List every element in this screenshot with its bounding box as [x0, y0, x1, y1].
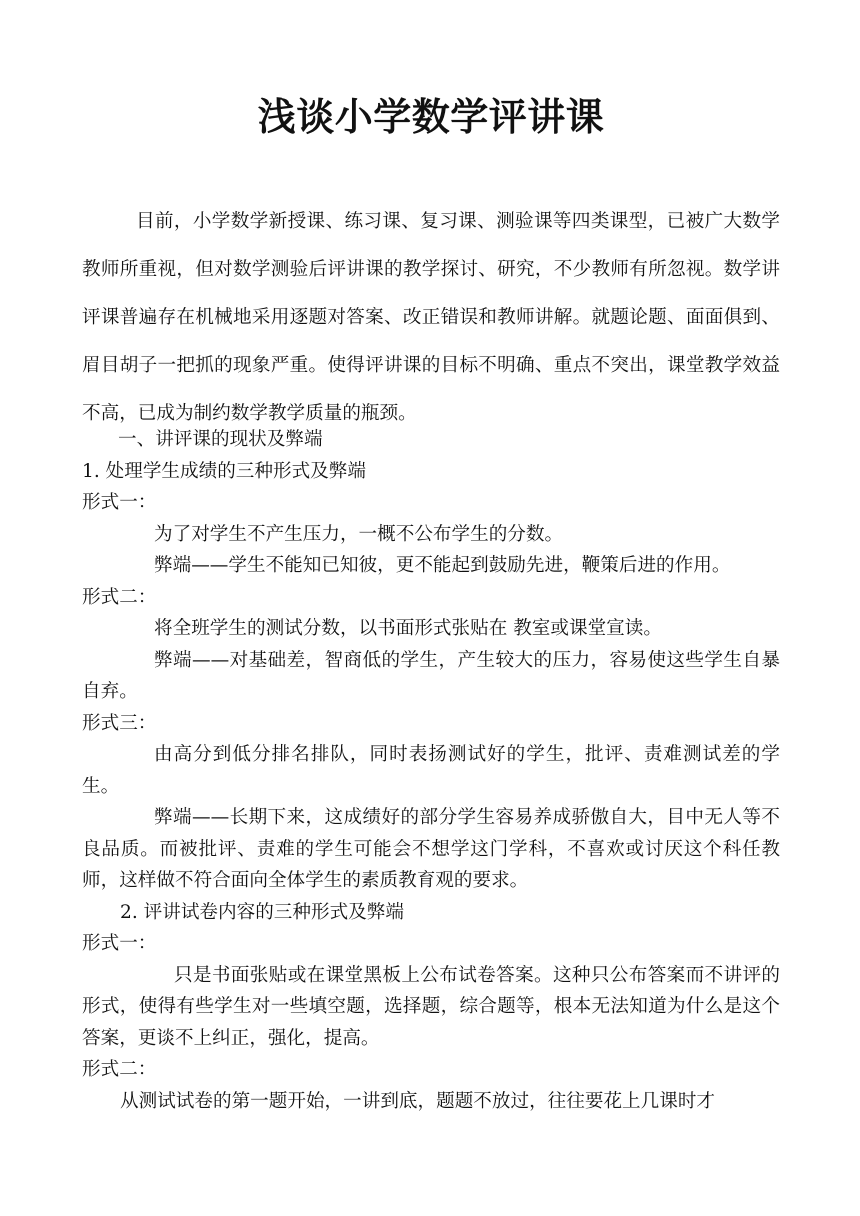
form-description: 将全班学生的测试分数，以书面形式张贴在 教室或课堂宣读。: [154, 618, 662, 639]
document-title: 浅谈小学数学评讲课: [257, 95, 605, 139]
form-description: 为了对学生不产生压力，一概不公布学生的分数。: [154, 523, 564, 545]
form-description: 由高分到低分排名排队，同时表扬测试好的学生，批评、责难测试差的学生。: [82, 744, 780, 797]
form-label: 形式三：: [82, 712, 157, 734]
form-label: 形式一：: [82, 492, 157, 513]
document-body: [82, 424, 780, 1117]
form-drawback: 弊端——长期下来，这成绩好的部分学生容易养成骄傲自大，目中无人等不良品质。而被批评、责难的学生可能会不想学这门学科，不喜欢或讨厌这个科任教师，这样做不符合面向全体学生的素质教育观的要求。: [82, 807, 780, 891]
section-heading-1: 一、讲评课的现状及弊端: [118, 429, 323, 450]
form-description: 从测试试卷的第一题开始，一讲到底，题题不放过，往往要花上几课时才: [120, 1090, 716, 1112]
form-drawback: 弊端——学生不能知已知彼，更不能起到鼓励先进，鞭策后进的作用。: [154, 555, 731, 576]
form-label: 形式二：: [82, 586, 157, 608]
subsection-heading-1: 1. 处理学生成绩的三种形式及弊端: [82, 460, 366, 482]
subsection-heading-2: 2. 评讲试卷内容的三种形式及弊端: [120, 901, 404, 923]
form-description: 只是书面张贴或在课堂黑板上公布试卷答案。这种只公布答案而不讲评的形式，使得有些学生对一些填空题，选择题，综合题等，根本无法知道为什么是这个答案，更谈不上纠正，强化，提高。: [82, 964, 780, 1049]
form-label: 形式一：: [82, 933, 157, 954]
form-label: 形式二：: [82, 1059, 157, 1080]
form-drawback: 弊端——对基础差，智商低的学生，产生较大的压力，容易使这些学生自暴自弃。: [82, 649, 780, 702]
intro-paragraph: 目前，小学数学新授课、练习课、复习课、测验课等四类课型，已被广大数学教师所重视，但对数学测验后评讲课的教学探讨、研究，不少教师有所忽视。数学讲评课普遍存在机械地采用逐题对答案、改正错误和教师讲解。就题论题、面面俱到、眉目胡子一把抓的现象严重。使得评讲课的目标不明确、重点不突出，课堂教学效益不高，已成为制约数学教学质量的瓶颈。: [82, 211, 780, 424]
